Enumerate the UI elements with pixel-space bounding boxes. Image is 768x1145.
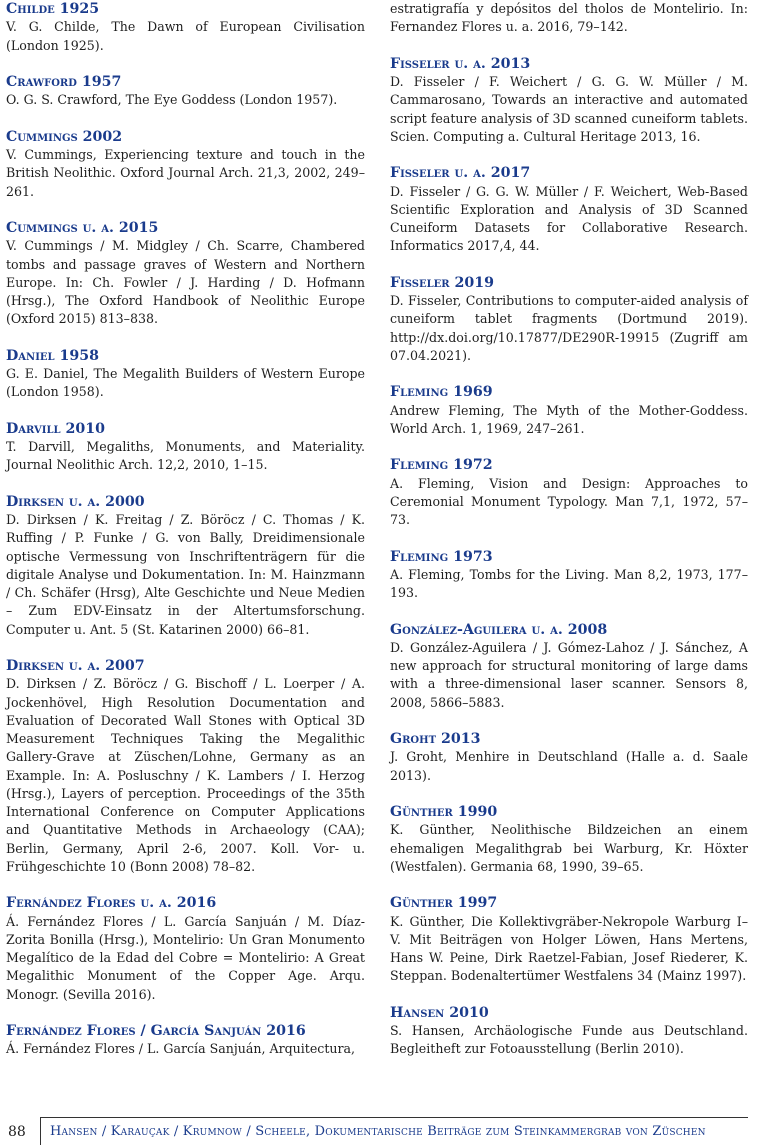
bibliography-entry	[390, 548, 748, 603]
entry-citation: V. Cummings, Experiencing texture and touch in the British Neolithic. Oxford Journal Arch. 21,3, 2002, 249–261.	[6, 147, 365, 199]
footer-rule	[40, 1117, 748, 1118]
entry-heading: Daniel 1958	[6, 347, 99, 364]
entry-citation: J. Groht, Menhire in Deutschland (Halle a. d. Saale 2013).	[390, 749, 748, 783]
entry-heading: Fisseler u. a. 2013	[390, 55, 531, 72]
entry-citation: A. Fleming, Vision and Design: Approaches to Ceremonial Monument Typology. Man 7,1, 1972, 57–73.	[390, 475, 748, 527]
entry-heading: Günther 1990	[390, 804, 498, 820]
entry-citation: D. Fisseler, Contributions to computer-aided analysis of cuneiform tablet fragments (Dortmund 2019). http://dx.doi.org/10.17877/DE290R-19915 (Zugriff am 07.04.2021).	[390, 293, 748, 363]
entry-heading: Cummings u. a. 2015	[6, 220, 159, 236]
entry-citation: Á. Fernández Flores / L. García Sanjuán, Arquitectura,	[6, 1041, 356, 1057]
entry-citation: K. Günther, Neolithische Bildzeichen an einem ehemaligen Megalithgrab bei Warburg, Kr. Höxter (Westfalen). Germania 68, 1990, 39–65.	[390, 822, 748, 874]
entry-heading: Fernández Flores / García Sanjuán 2016	[6, 1023, 306, 1039]
entry-citation: Á. Fernández Flores / L. García Sanjuán / M. Díaz-Zorita Bonilla (Hrsg.), Montelirio: Un Gran Monumento Megalítico de la Edad del Cobre = Montelirio: A Great Megalithic Monument of the Copper Age. Arqu. Monogr. (Sevilla 2016).	[6, 913, 365, 1002]
entry-citation: Andrew Fleming, The Myth of the Mother-Goddess. World Arch. 1, 1969, 247–261.	[390, 402, 748, 436]
entry-heading: Günther 1997	[390, 895, 498, 912]
bibliography-entry	[6, 420, 365, 475]
entry-heading: González-Aguilera u. a. 2008	[390, 621, 608, 638]
entry-heading: Fisseler 2019	[390, 274, 494, 291]
entry-heading: Crawford 1957	[6, 74, 122, 90]
entry-citation: D. González-Aguilera / J. Gómez-Lahoz / J. Sánchez, A new approach for structural monitoring of large dams with a three-dimensional laser scanner. Sensors 8, 2008, 5866–5883.	[390, 639, 748, 710]
entry-heading: Fleming 1972	[390, 457, 493, 474]
entry-citation: S. Hansen, Archäologische Funde aus Deutschland. Begleitheft zur Fotoausstellung (Berlin 2010).	[390, 1023, 748, 1057]
bibliography-entry	[390, 164, 748, 255]
bibliography-entry	[6, 0, 365, 55]
bibliography-left-column	[6, 0, 365, 1077]
bibliography-entry	[6, 894, 365, 1004]
bibliography-entry	[390, 55, 748, 146]
page-number: 88	[8, 1124, 26, 1140]
entry-citation: V. G. Childe, The Dawn of European Civilisation (London 1925).	[6, 19, 365, 53]
entry-heading: Fisseler u. a. 2017	[390, 165, 531, 182]
entry-citation: K. Günther, Die Kollektivgräber-Nekropole Warburg I–V. Mit Beiträgen von Holger Löwen, Hans Mertens, Hans W. Peine, Dirk Raetzel-Fabian, Josef Riederer, K. Steppan. Bodenaltertümer Westfalens 34 (Mainz 1997).	[390, 913, 748, 984]
entry-heading: Hansen 2010	[390, 1004, 489, 1021]
entry-citation: V. Cummings / M. Midgley / Ch. Scarre, Chambered tombs and passage graves of Western and Northern Europe. In: Ch. Fowler / J. Harding / D. Hofmann (Hrsg.), The Oxford Handbook of Neolithic Europe (Oxford 2015) 813–838.	[6, 238, 365, 327]
entry-citation: D. Fisseler / G. G. W. Müller / F. Weichert, Web-Based Scientific Exploration and Analysis of 3D Scanned Cuneiform Datasets for Collaborative Research. Informatics 2017,4, 44.	[390, 183, 748, 254]
entry-heading: Fleming 1973	[390, 548, 493, 565]
entry-heading: Cummings 2002	[6, 128, 123, 145]
bibliography-entry	[6, 493, 365, 639]
bibliography-entry	[6, 657, 365, 876]
bibliography-entry	[6, 347, 365, 402]
entry-citation: D. Fisseler / F. Weichert / G. G. W. Müller / M. Cammarosano, Towards an interactive and automated script feature analysis of 3D scanned cuneiform tablets. Scien. Computing a. Cultural Heritage 2013, 16.	[390, 74, 748, 144]
entry-citation: G. E. Daniel, The Megalith Builders of Western Europe (London 1958).	[6, 366, 365, 400]
bibliography-entry	[6, 219, 365, 329]
entry-citation: D. Dirksen / K. Freitag / Z. Böröcz / C. Thomas / K. Ruffing / P. Funke / G. von Bally, Dreidimensionale optische Vermessung von Inschriftenträgern für die digitale Analyse und Dokumentation. In: M. Hainzmann / Ch. Schäfer (Hrsg), Alte Geschichte und Neue Medien – Zum EDV-Einsatz in der Altertumsforschung. Computer u. Ant. 5 (St. Katarinen 2000) 66–81.	[6, 512, 365, 637]
bibliography-entry	[6, 73, 365, 110]
bibliography-entry	[390, 730, 748, 785]
bibliography-entry	[390, 274, 748, 365]
entry-heading: Fernández Flores u. a. 2016	[6, 895, 217, 912]
entry-heading: Dirksen u. a. 2000	[6, 493, 145, 510]
bibliography-entry	[390, 1004, 748, 1059]
bibliography-entry	[390, 621, 748, 712]
entry-heading: Childe 1925	[6, 1, 100, 17]
bibliography-right-column	[390, 0, 748, 1077]
bibliography-entry	[390, 803, 748, 876]
entry-heading: Dirksen u. a. 2007	[6, 658, 145, 674]
entry-citation: T. Darvill, Megaliths, Monuments, and Materiality. Journal Neolithic Arch. 12,2, 2010, 1–15.	[6, 439, 365, 473]
bibliography-entry	[6, 1022, 365, 1059]
running-head: Hansen / Karauçak / Krumnow / Scheele, Dokumentarische Beiträge zum Steinkammergrab von Züschen	[50, 1124, 706, 1139]
entry-heading: Groht 2013	[390, 731, 481, 747]
bibliography-entry	[390, 456, 748, 529]
entry-citation: D. Dirksen / Z. Böröcz / G. Bischoff / L. Loerper / A. Jockenhövel, High Resolution Documentation and Evaluation of Decorated Wall Stones with Optical 3D Measurement Techniques Taking the Megalithic Gallery-Grave at Züschen/Lohne, Germany as an Example. In: A. Posluschny / K. Lambers / I. Herzog (Hrsg.), Layers of perception. Proceedings of the 35th International Conference on Computer Applications and Quantitative Methods in Archaeology (CAA); Berlin, Germany, April 2-6, 2007. Koll. Vor- u. Frühgeschichte 10 (Bonn 2008) 78–82.	[6, 676, 365, 874]
entry-continuation: estratigrafía y depósitos del tholos de Montelirio. In: Fernandez Flores u. a. 2016, 79–142.	[390, 1, 748, 35]
bibliography-entry	[390, 383, 748, 438]
entry-citation: A. Fleming, Tombs for the Living. Man 8,2, 1973, 177–193.	[390, 566, 748, 600]
entry-heading: Darvill 2010	[6, 420, 105, 437]
entry-citation: O. G. S. Crawford, The Eye Goddess (London 1957).	[6, 92, 338, 108]
bibliography-entry	[390, 894, 748, 985]
entry-heading: Fleming 1969	[390, 384, 493, 401]
footer-divider	[40, 1117, 41, 1145]
bibliography-entry	[6, 128, 365, 201]
